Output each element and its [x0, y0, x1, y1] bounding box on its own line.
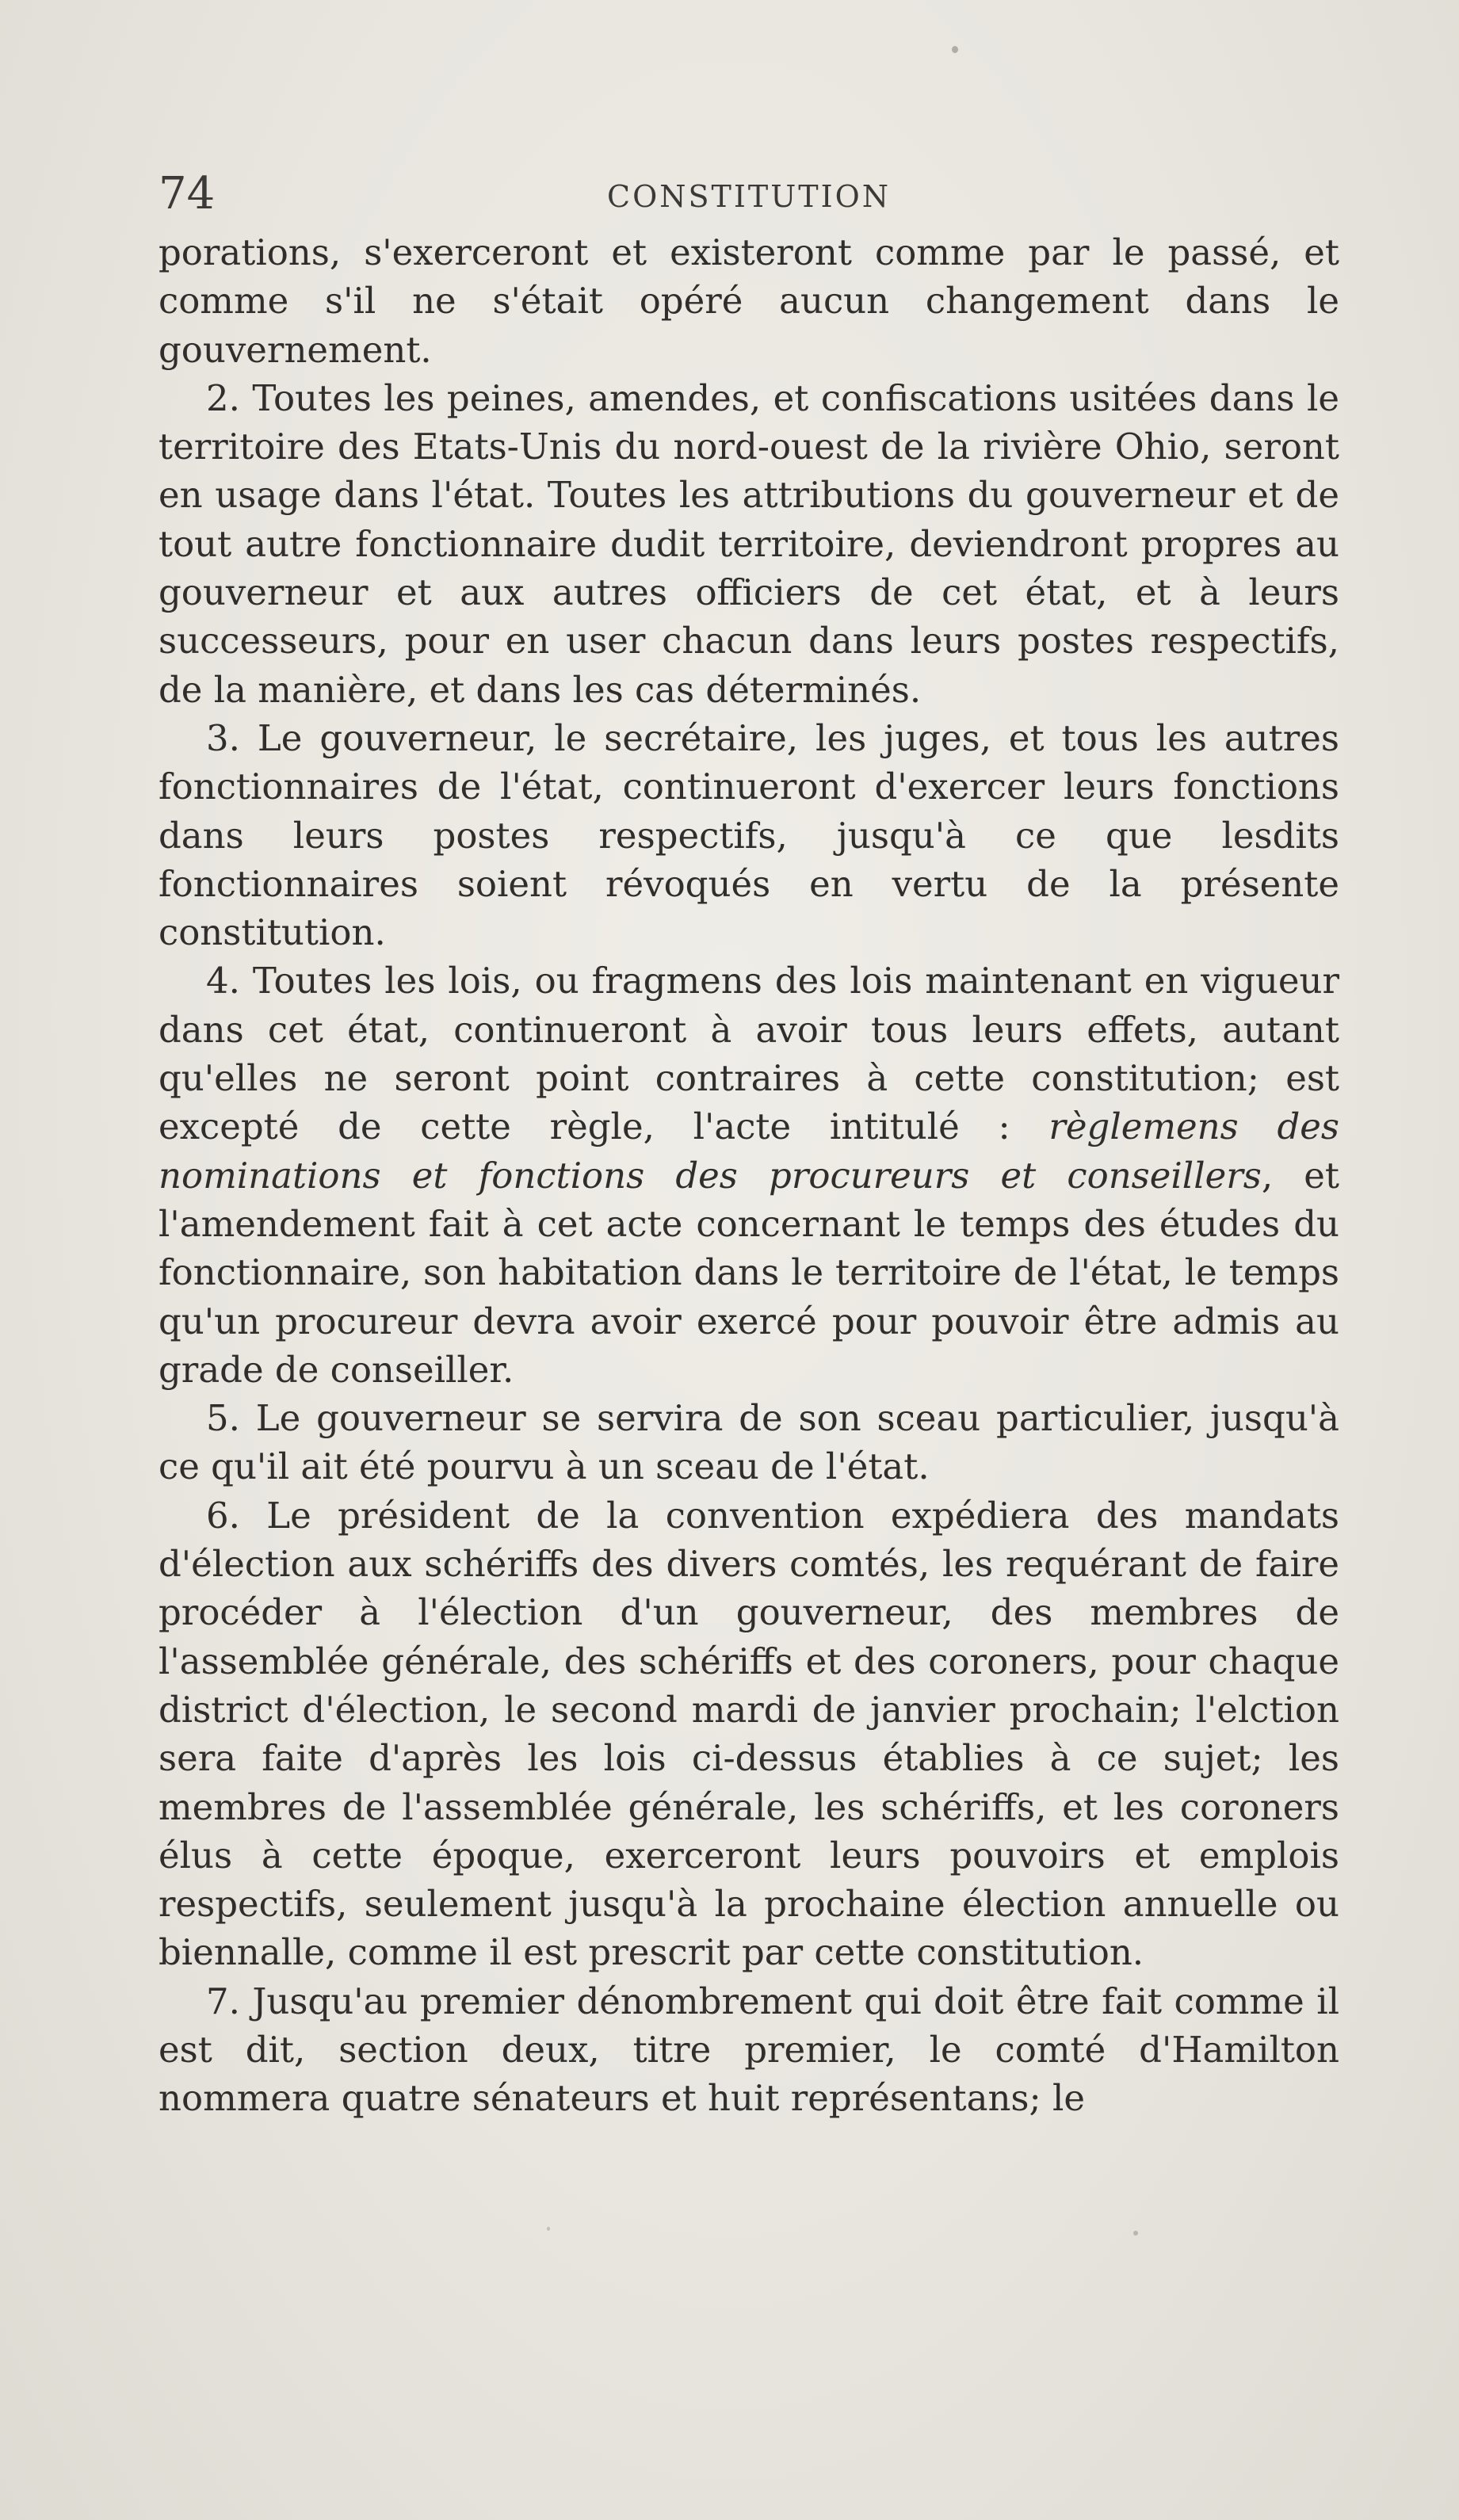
page-number: 74	[159, 168, 216, 220]
article-number: 4.	[206, 960, 240, 1002]
paper-speck	[1133, 2231, 1138, 2236]
article-text: Le gouverneur se servira de son sceau particulier, jusqu'à ce qu'il ait été pourvu à un sceau de l'état.	[159, 1397, 1339, 1488]
article-text: Jusqu'au premier dénombrement qui doit être fait comme il est dit, section deux, titre premier, le comté d'Hamilton nommera quatre sénateurs et huit représentans; le	[159, 1980, 1339, 2120]
paper-speck	[547, 2227, 550, 2231]
article-text: Toutes les peines, amendes, et confiscations usitées dans le territoire des Etats-Unis du nord-ouest de la rivière Ohio, seront en usage dans l'état. Toutes les attributions du gouverneur et de tout autre fonctionnaire dudit territoire, deviendront propres au gouverneur et aux autres officiers de cet état, et à leurs successeurs, pour en user chacun dans leurs postes respectifs, de la manière, et dans les cas déterminés.	[159, 376, 1339, 711]
running-title: CONSTITUTION	[607, 179, 891, 214]
article-text: Le gouverneur, le secrétaire, les juges, et tous les autres fonctionnaires de l'état, continueront d'exercer leurs fonctions dans leurs postes respectifs, jusqu'à ce que lesdits fonctionnaires soient révoqués en vertu de la présente constitution.	[159, 716, 1339, 954]
article-3	[159, 714, 1339, 956]
article-text: Le président de la convention expédiera des mandats d'élection aux schériffs des divers comtés, les requérant de faire procéder à l'élection d'un gouverneur, des membres de l'assemblée générale, des schériffs et des coroners, pour chaque district d'élection, le second mardi de janvier prochain; l'elction sera faite d'après les lois ci-dessus établies à ce sujet; les membres de l'assemblée générale, les schériffs, et les coroners élus à cette époque, exerceront leurs pouvoirs et emplois respectifs, seulement jusqu'à la prochaine élection annuelle ou biennalle, comme il est prescrit par cette constitution.	[159, 1494, 1339, 1974]
paper-speck	[952, 46, 958, 53]
paragraph-text: porations, s'exerceront et existeront comme par le passé, et comme s'il ne s'était opéré aucun changement dans le gouvernement.	[159, 231, 1339, 371]
article-6	[159, 1491, 1339, 1977]
article-4	[159, 956, 1339, 1394]
article-2	[159, 374, 1339, 714]
article-italic-title: règlemens des nominations et fonctions des procureurs et conseillers	[159, 1105, 1339, 1197]
article-number: 5.	[206, 1397, 240, 1440]
article-text: Toutes les lois, ou fragmens des lois maintenant en vigueur dans cet état, continueront à avoir tous leurs effets, autant qu'elles ne seront point contraires à cette constitution; est excepté de cette règle, l'acte intitulé :	[159, 960, 1339, 1148]
paragraph-continuation	[159, 228, 1339, 374]
body-text	[159, 228, 1339, 2123]
article-7	[159, 1977, 1339, 2123]
article-number: 2.	[206, 376, 240, 419]
page-header	[159, 168, 1339, 223]
article-text-tail: , et l'amendement fait à cet acte concernant le temps des études du fonctionnaire, son habitation dans le territoire de l'état, le temps qu'un procureur devra avoir exercé pour pouvoir être admis au grade de conseiller.	[159, 1154, 1340, 1391]
article-number: 6.	[206, 1494, 240, 1537]
article-5	[159, 1394, 1339, 1491]
article-number: 3.	[206, 716, 240, 759]
article-number: 7.	[206, 1980, 240, 2022]
